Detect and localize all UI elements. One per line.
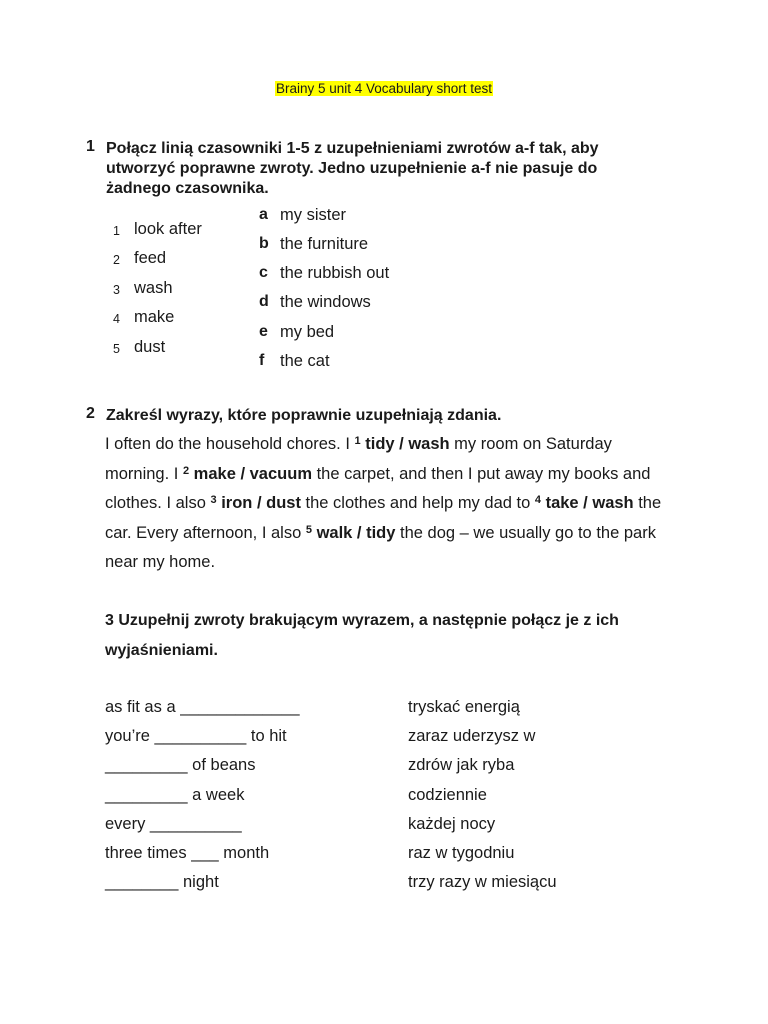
verb-number: 4: [113, 312, 120, 326]
phrase-gap-item[interactable]: _________ of beans: [105, 756, 256, 774]
gap-number: 1: [354, 435, 361, 447]
phrase-gap-item[interactable]: _________ a week: [105, 786, 245, 804]
complement-letter: c: [259, 264, 268, 281]
complement-letter: e: [259, 323, 268, 340]
meaning-item: każdej nocy: [408, 815, 496, 833]
exercise-1-number: 1: [86, 138, 95, 155]
worksheet-title: [0, 80, 768, 98]
paragraph-text: the clothes and help my dad to: [300, 494, 535, 512]
verb-item: dust: [134, 338, 166, 356]
complement-item: the cat: [280, 352, 330, 370]
verb-number: 1: [113, 224, 120, 238]
paragraph-text: I often do the household chores. I: [105, 435, 355, 453]
exercise-1-instruction-line-2: utworzyć poprawne zwroty. Jedno uzupełnienie a-f nie pasuje do: [106, 160, 598, 177]
complement-item: my bed: [280, 323, 335, 341]
complement-item: the furniture: [280, 235, 369, 253]
complement-item: the rubbish out: [280, 264, 390, 282]
exercise-2-instruction: Zakreśl wyrazy, które poprawnie uzupełniają zdania.: [106, 407, 502, 424]
complement-letter: d: [259, 293, 269, 310]
paragraph-text: the carpet, and then I put away my books and clothes. I also: [105, 464, 651, 512]
complement-letter: a: [259, 206, 268, 223]
gap-number: 5: [305, 523, 312, 536]
verb-item: wash: [134, 279, 173, 297]
complement-letter: b: [259, 235, 269, 252]
gap-number: 2: [182, 464, 190, 477]
verb-item: make: [134, 308, 175, 326]
meaning-item: raz w tygodniu: [408, 844, 515, 862]
phrase-gap-item[interactable]: every __________: [105, 815, 242, 833]
verb-item: feed: [134, 249, 167, 267]
gap-number: 3: [210, 494, 217, 506]
title-highlight: Brainy 5 unit 4 Vocabulary short test: [275, 81, 493, 96]
exercise-3-instruction: 3 Uzupełnij zwroty brakującym wyrazem, a następnie połącz je z ich wyjaśnieniami.: [105, 612, 619, 659]
exercise-1-instruction-line-3: żadnego czasownika.: [106, 180, 269, 197]
word-choice[interactable]: tidy / wash: [365, 435, 450, 453]
meaning-item: trzy razy w miesiącu: [408, 873, 557, 891]
gap-number: 4: [534, 494, 541, 506]
word-choice[interactable]: make / vacuum: [193, 464, 312, 483]
exercise-2-number: 2: [86, 405, 95, 422]
paragraph-text: my room on Saturday morning. I: [105, 435, 612, 483]
verb-item: look after: [134, 220, 202, 238]
phrase-gap-item[interactable]: as fit as a _____________: [105, 698, 300, 716]
verb-number: 2: [113, 253, 120, 267]
meaning-item: zaraz uderzysz w: [408, 727, 536, 745]
complement-item: the windows: [280, 293, 371, 311]
word-choice[interactable]: walk / tidy: [316, 523, 396, 542]
meaning-item: tryskać energią: [408, 698, 520, 716]
complement-letter: f: [259, 352, 265, 369]
phrase-gap-item[interactable]: ________ night: [105, 873, 219, 891]
meaning-item: codziennie: [408, 786, 487, 804]
word-choice[interactable]: take / wash: [545, 494, 634, 512]
verb-number: 5: [113, 342, 120, 356]
meaning-item: zdrów jak ryba: [408, 756, 515, 774]
phrase-gap-item[interactable]: three times ___ month: [105, 844, 270, 862]
complement-item: my sister: [280, 206, 346, 224]
exercise-2-paragraph: [105, 430, 675, 578]
word-choice[interactable]: iron / dust: [221, 494, 301, 512]
paragraph-text: the dog – we usually go to the park near my home.: [105, 523, 656, 571]
exercise-1-instruction-line-1: Połącz linią czasowniki 1-5 z uzupełnieniami zwrotów a-f tak, aby: [106, 140, 599, 157]
verb-number: 3: [113, 283, 120, 297]
phrase-gap-item[interactable]: you’re __________ to hit: [105, 727, 287, 745]
paragraph-text: the car. Every afternoon, I also: [105, 494, 662, 542]
